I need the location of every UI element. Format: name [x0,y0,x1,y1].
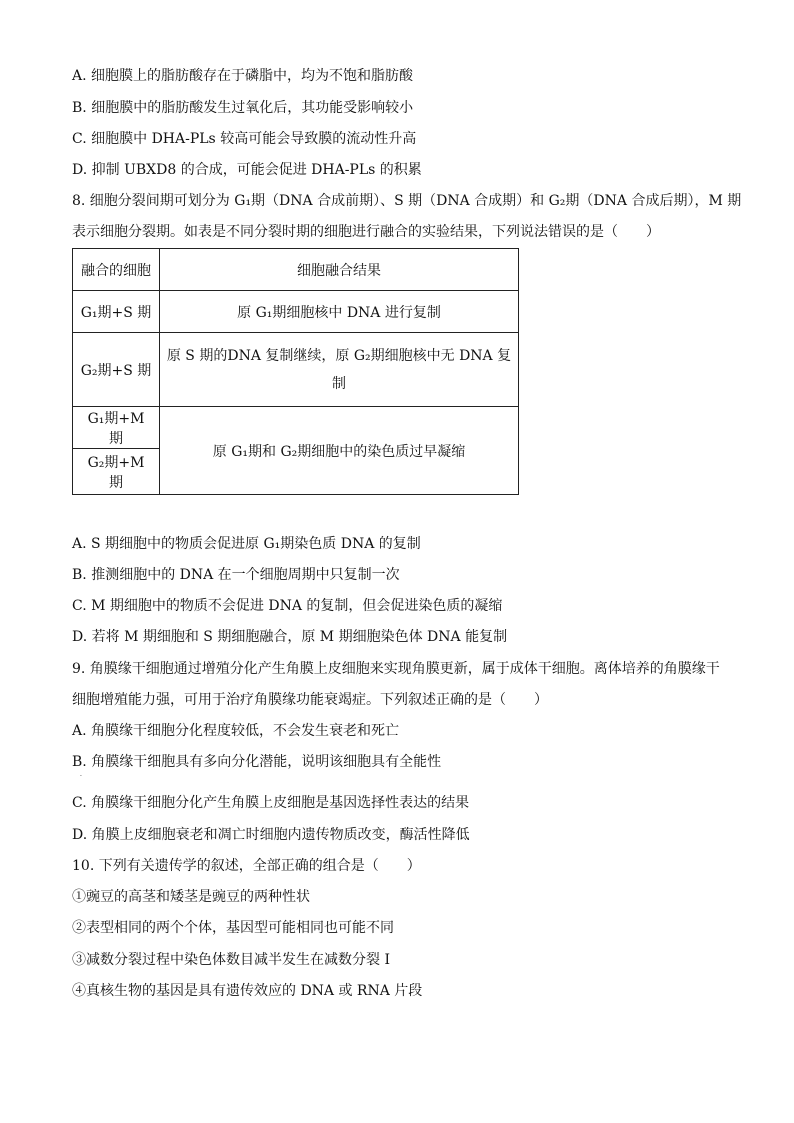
row-fusion-result: 原 G₁期细胞核中 DNA 进行复制 [160,291,519,333]
q9-option-a: A. 角膜缘干细胞分化程度较低，不会发生衰老和死亡 [72,723,400,739]
row-fused-cells: G₂期+M 期 [73,449,160,495]
q10-stem: 10. 下列有关遗传学的叙述，全部正确的组合是（ ） [72,858,421,874]
q9-stem-line2: 细胞增殖能力强，可用于治疗角膜缘功能衰竭症。下列叙述正确的是（ ） [72,692,548,708]
q8-option-d: D. 若将 M 期细胞和 S 期细胞融合，原 M 期细胞染色体 DNA 能复制 [72,629,508,645]
q8-stem-line1: 8. 细胞分裂间期可划分为 G₁期（DNA 合成前期）、S 期（DNA 合成期）和 G₂期（DNA 合成后期），M 期 [72,193,742,209]
q8-option-c: C. M 期细胞中的物质不会促进 DNA 的复制，但会促进染色质的凝缩 [72,598,503,614]
table-row [73,407,519,449]
row-fused-cells: G₂期+S 期 [73,333,160,407]
header-fused-cells: 融合的细胞 [73,249,160,291]
q10-item-4: ④真核生物的基因是具有遗传效应的 DNA 或 RNA 片段 [72,983,423,999]
q8-stem-line2: 表示细胞分裂期。如表是不同分裂时期的细胞进行融合的实验结果，下列说法错误的是（ ） [72,224,660,240]
q9-stem-line1: 9. 角膜缘干细胞通过增殖分化产生角膜上皮细胞来实现角膜更新，属于成体干细胞。离体培养的角膜缘干 [72,661,720,677]
table-row [73,333,519,407]
q8-option-a: A. S 期细胞中的物质会促进原 G₁期染色质 DNA 的复制 [72,536,421,552]
q10-item-3: ③减数分裂过程中染色体数目减半发生在减数分裂 I [72,952,390,968]
table-row [73,291,519,333]
q9-option-c: C. 角膜缘干细胞分化产生角膜上皮细胞是基因选择性表达的结果 [72,795,470,811]
stray-dot-mark: · [80,773,82,780]
row-fusion-result [160,333,519,407]
q7-option-b: B. 细胞膜中的脂肪酸发生过氧化后，其功能受影响较小 [72,100,414,116]
table-header-row [73,249,519,291]
q8-option-b: B. 推测细胞中的 DNA 在一个细胞周期中只复制一次 [72,567,400,583]
row-fused-cells: G₁期+M 期 [73,407,160,449]
q9-option-d: D. 角膜上皮细胞衰老和凋亡时细胞内遗传物质改变，酶活性降低 [72,827,470,843]
q9-option-b: B. 角膜缘干细胞具有多向分化潜能，说明该细胞具有全能性 [72,754,442,770]
row-fusion-result-line2: 制 [332,375,346,392]
q7-option-d: D. 抑制 UBXD8 的合成，可能会促进 DHA-PLs 的积累 [72,162,422,178]
fusion-results-table [72,248,519,495]
q10-item-1: ①豌豆的高茎和矮茎是豌豆的两种性状 [72,889,310,905]
header-fusion-result: 细胞融合结果 [160,249,519,291]
q7-option-c: C. 细胞膜中 DHA-PLs 较高可能会导致膜的流动性升高 [72,131,417,147]
row-fusion-result-line1: 原 S 期的DNA 复制继续，原 G₂期细胞核中无 DNA 复 [166,347,512,364]
q7-option-a: A. 细胞膜上的脂肪酸存在于磷脂中，均为不饱和脂肪酸 [72,68,414,84]
row-fused-cells: G₁期+S 期 [73,291,160,333]
row-fusion-result: 原 G₁期和 G₂期细胞中的染色质过早凝缩 [160,407,519,495]
q10-item-2: ②表型相同的两个个体，基因型可能相同也可能不同 [72,920,394,936]
